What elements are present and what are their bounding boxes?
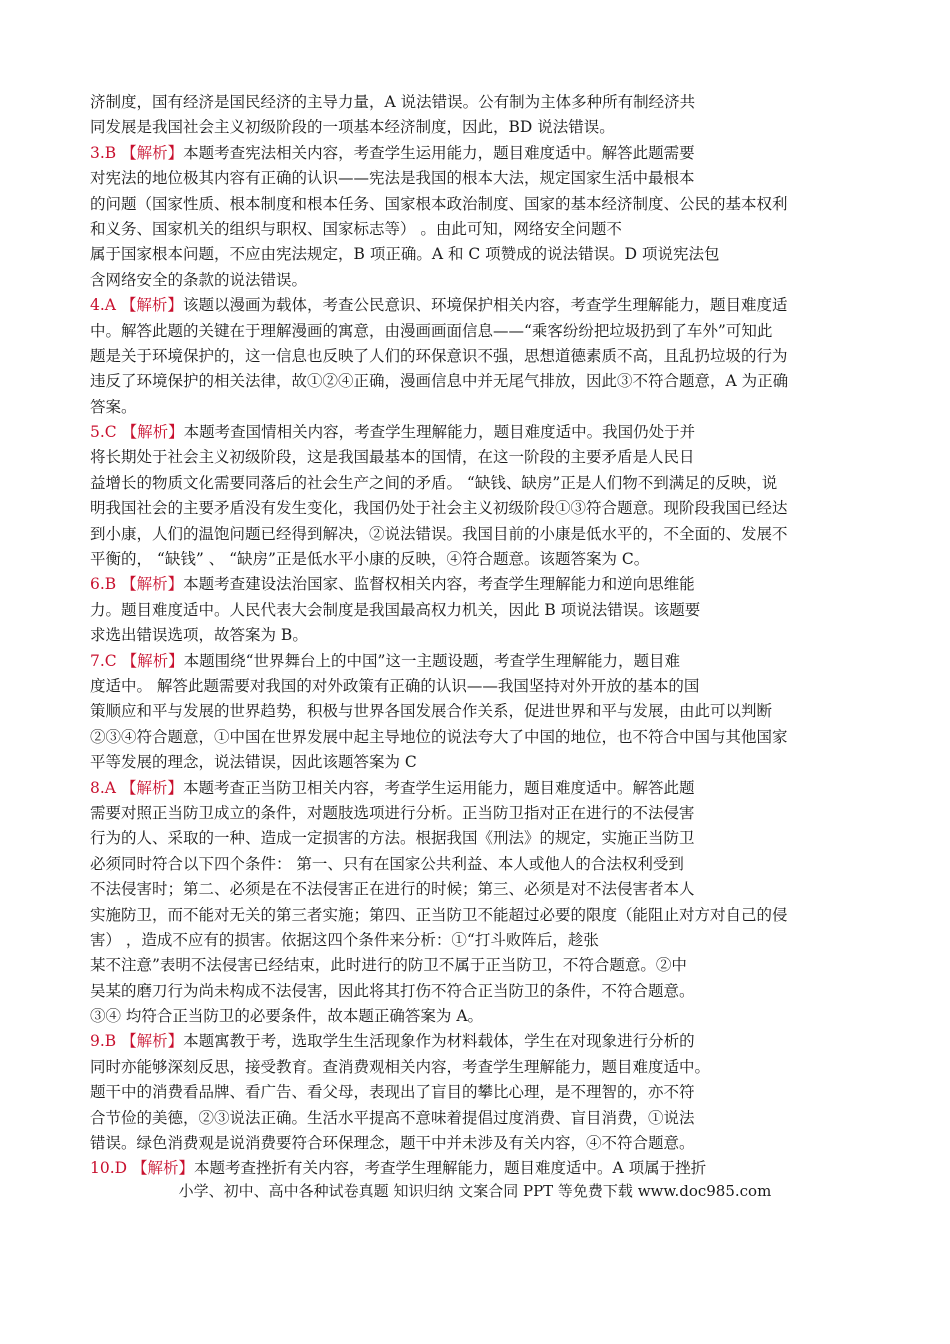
answer-text: 本题围绕“世界舞台上的中国”这一主题设题，考查学生理解能力，题目难: [183, 651, 680, 670]
body-line: 违反了环境保护的相关法律，故①②④正确，漫画信息中并无尾气排放，因此③不符合题意，A 为正确: [90, 372, 789, 391]
answer-text: 本题考查宪法相关内容，考查学生运用能力，题目难度适中。解答此题需要: [183, 143, 695, 162]
question-number: 4.A: [90, 296, 116, 315]
body-line: 度适中。 解答此题需要对我国的对外政策有正确的认识——我国坚持对外开放的基本的国: [90, 676, 700, 695]
analysis-tag: 【解析】: [121, 575, 184, 594]
answer-text: 本题考查国情相关内容，考查学生理解能力，题目难度适中。我国仍处于并: [183, 423, 696, 442]
question-number: 9.B: [90, 1032, 117, 1051]
body-line: 实施防卫，而不能对无关的第三者实施；第四、正当防卫不能超过必要的限度（能阻止对方对自己的侵: [90, 905, 788, 924]
body-line: 将长期处于社会主义初级阶段，这是我国最基本的国情，在这一阶段的主要矛盾是人民日: [90, 448, 695, 467]
question-number: 10.D: [90, 1159, 128, 1178]
analysis-tag: 【解析】: [132, 1159, 195, 1178]
answer-line: [90, 141, 870, 166]
body-line: ③④ 均符合正当防卫的必要条件，故本题正确答案为 A。: [90, 1007, 484, 1026]
body-line: 对宪法的地位极其内容有正确的认识——宪法是我国的根本大法，规定国家生活中最根本: [90, 169, 695, 188]
body-line: 属于国家根本问题，不应由宪法规定，B 项正确。A 和 C 项赞成的说法错误。D 项说宪法包: [90, 245, 720, 264]
answer-line: [90, 293, 870, 318]
body-line: 和义务、国家机关的组织与职权、国家标志等） 。由此可知，网络安全问题不: [90, 219, 622, 238]
answer-text: 本题考查建设法治国家、监督权相关内容，考查学生理解能力和逆向思维能: [183, 575, 695, 594]
body-line: 吴某的磨刀行为尚未构成不法侵害，因此将其打伤不符合正当防卫的条件，不符合题意。: [90, 981, 695, 1000]
question-number: 3.B: [90, 143, 117, 162]
body-line: 同时亦能够深刻反思，接受教育。查消费观相关内容，考查学生理解能力，题目难度适中。: [90, 1057, 711, 1076]
body-line: 明我国社会的主要矛盾没有发生变化，我国仍处于社会主义初级阶段①③符合题意。现阶段我国已经达: [90, 499, 788, 518]
answer-explanations: [90, 90, 870, 1182]
body-line: 错误。绿色消费观是说消费要符合环保理念，题干中并未涉及有关内容，④不符合题意。: [90, 1134, 695, 1153]
body-line: 同发展是我国社会主义初级阶段的一项基本经济制度，因此，BD 说法错误。: [90, 118, 615, 137]
body-line: 求选出错误选项，故答案为 B。: [90, 626, 308, 645]
body-line: 含网络安全的条款的说法错误。: [90, 270, 308, 289]
body-line: 答案。: [90, 397, 137, 416]
question-number: 7.C: [90, 651, 117, 670]
body-line: 的问题（国家性质、根本制度和根本任务、国家根本政治制度、国家的基本经济制度、公民的基本权利: [90, 194, 788, 213]
body-line: 力。题目难度适中。人民代表大会制度是我国最高权力机关，因此 B 项说法错误。该题要: [90, 600, 701, 619]
body-line: 中。解答此题的关键在于理解漫画的寓意，由漫画画面信息——“乘客纷纷把垃圾扔到了车外”可知此: [90, 321, 773, 340]
body-line: ②③④符合题意，①中国在世界发展中起主导地位的说法夸大了中国的地位，也不符合中国与其他国家: [90, 727, 788, 746]
body-line: 某不注意”表明不法侵害已经结束，此时进行的防卫不属于正当防卫，不符合题意。②中: [90, 956, 687, 975]
analysis-tag: 【解析】: [121, 423, 184, 442]
body-line: 平衡的， “缺钱” 、 “缺房”正是低水平小康的反映，④符合题意。该题答案为 C。: [90, 550, 650, 569]
body-line: 题是关于环境保护的，这一信息也反映了人们的环保意识不强，思想道德素质不高，且乱扔垃圾的行为: [90, 346, 788, 365]
answer-text: 本题考查挫折有关内容，考查学生理解能力，题目难度适中。A 项属于挫折: [194, 1159, 707, 1178]
body-line: 策顺应和平与发展的世界趋势，积极与世界各国发展合作关系，促进世界和平与发展，由此可以判断: [90, 702, 773, 721]
analysis-tag: 【解析】: [120, 296, 183, 315]
answer-line: [90, 776, 870, 801]
body-line: 不法侵害时；第二、必须是在不法侵害正在进行的时候；第三、必须是对不法侵害者本人: [90, 880, 695, 899]
answer-line: [90, 572, 870, 597]
analysis-tag: 【解析】: [121, 1032, 184, 1051]
body-line: 合节俭的美德，②③说法正确。生活水平提高不意味着提倡过度消费、盲目消费，①说法: [90, 1108, 695, 1127]
body-line: 平等发展的理念，说法错误，因此该题答案为 C: [90, 753, 417, 772]
answer-line: [90, 649, 870, 674]
analysis-tag: 【解析】: [121, 651, 184, 670]
body-line: 到小康，人们的温饱问题已经得到解决，②说法错误。我国目前的小康是低水平的，不全面的、发展不: [90, 524, 788, 543]
analysis-tag: 【解析】: [120, 778, 183, 797]
question-number: 6.B: [90, 575, 117, 594]
question-number: 8.A: [90, 778, 116, 797]
answer-line: [90, 1029, 870, 1054]
body-line: 题干中的消费看品牌、看广告、看父母，表现出了盲目的攀比心理，是不理智的，亦不符: [90, 1083, 695, 1102]
body-line: 需要对照正当防卫成立的条件，对题肢选项进行分析。正当防卫指对正在进行的不法侵害: [90, 803, 695, 822]
body-line: 益增长的物质文化需要同落后的社会生产之间的矛盾。 “缺钱、缺房”正是人们物不到满足的反映，说: [90, 473, 778, 492]
answer-text: 本题寓教于考，选取学生生活现象作为材料载体，学生在对现象进行分析的: [183, 1032, 695, 1051]
answer-text: 本题考查正当防卫相关内容，考查学生运用能力，题目难度适中。解答此题: [182, 778, 695, 797]
answer-line: [90, 420, 870, 445]
answer-text: 该题以漫画为载体，考查公民意识、环境保护相关内容，考查学生理解能力，题目难度适: [182, 296, 788, 315]
body-line: 济制度，国有经济是国民经济的主导力量，A 说法错误。公有制为主体多种所有制经济共: [90, 93, 696, 111]
question-number: 5.C: [90, 423, 117, 442]
analysis-tag: 【解析】: [121, 143, 184, 162]
page-footer: 小学、初中、高中各种试卷真题 知识归纳 文案合同 PPT 等免费下载 www.doc985.com: [178, 1182, 772, 1200]
body-line: 必须同时符合以下四个条件： 第一、只有在国家公共利益、本人或他人的合法权利受到: [90, 854, 684, 873]
body-line: 害） ，造成不应有的损害。依据这四个条件来分析：①“打斗败阵后，趁张: [90, 930, 599, 949]
answer-line: [90, 1156, 870, 1181]
body-line: 行为的人、采取的一种、造成一定损害的方法。根据我国《刑法》的规定，实施正当防卫: [90, 829, 695, 848]
